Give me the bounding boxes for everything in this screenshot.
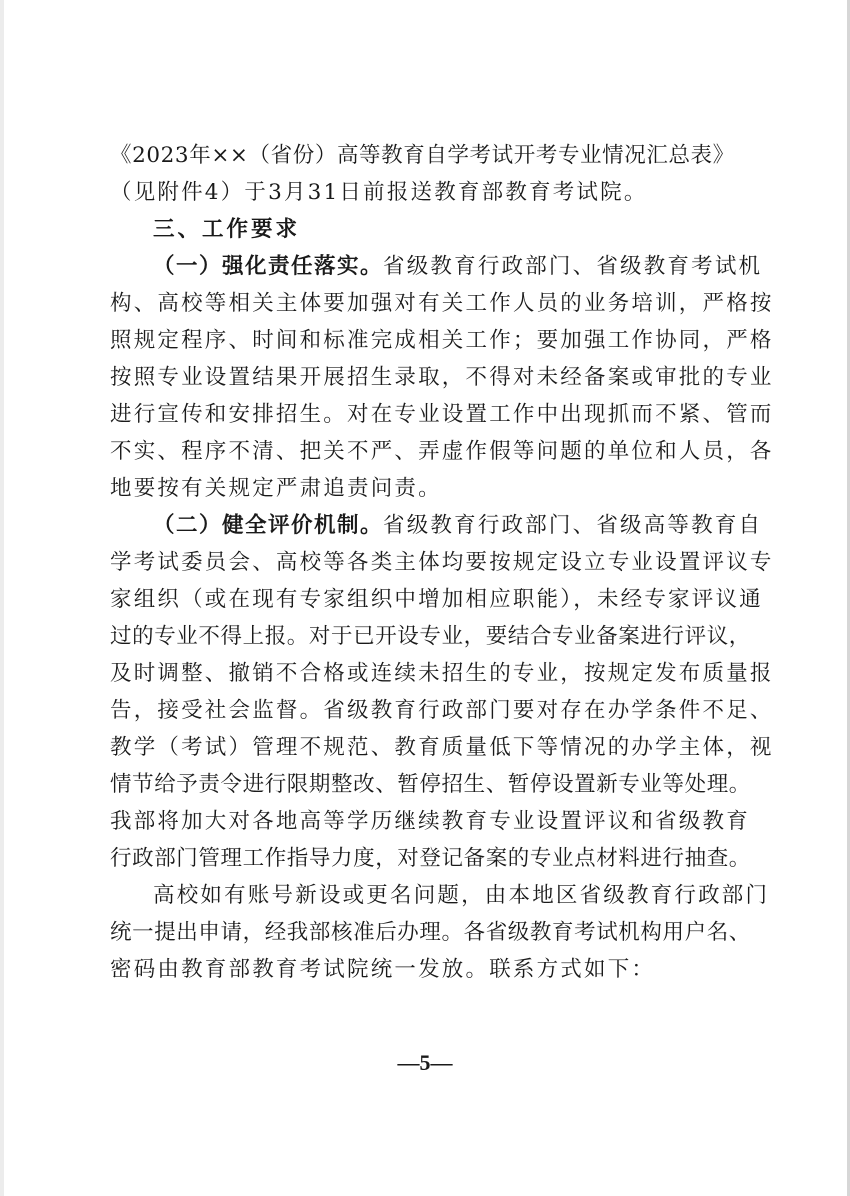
- text-line: 不实、程序不清、把关不严、弄虚作假等问题的单位和人员，各: [110, 439, 774, 464]
- text-line: 家组织（或在现有专家组织中增加相应职能），未经专家评议通: [110, 587, 763, 612]
- text-line: 密码由教育部教育考试院统一发放。联系方式如下：: [110, 957, 656, 982]
- text-line: 及时调整、撤销不合格或连续未招生的专业，按规定发布质量报: [110, 661, 774, 686]
- item1-first-line: [110, 248, 763, 285]
- page-number: —5—: [397, 1050, 453, 1075]
- text-line: 高校如有账号新设或更名问题，由本地区省级教育行政部门: [153, 883, 770, 908]
- text-line: 按照专业设置结果开展招生录取，不得对未经备案或审批的专业: [110, 365, 774, 390]
- item1-label: （一）强化责任落实。: [153, 254, 384, 279]
- document-page: [110, 137, 774, 988]
- text-line: 构、高校等相关主体要加强对有关工作人员的业务培训，严格按: [110, 291, 774, 316]
- text-line: 我部将加大对各地高等学历继续教育专业设置评议和省级教育: [110, 809, 750, 834]
- text-line: 统一提出申请，经我部核准后办理。各省级教育考试机构用户名、: [110, 920, 751, 945]
- text-line: （见附件4）于3月31日前报送教育部教育考试院。: [110, 180, 648, 205]
- item2-label: （二）健全评价机制。: [153, 513, 384, 538]
- text-line: 照规定程序、时间和标准完成相关工作；要加强工作协同，严格: [110, 328, 774, 353]
- page-edge-left: [0, 0, 4, 1196]
- text-span: 省级教育行政部门、省级高等教育自: [383, 513, 763, 538]
- text-line: 学考试委员会、高校等各类主体均要按规定设立专业设置评议专: [110, 550, 774, 575]
- text-line: 告，接受社会监督。省级教育行政部门要对存在办学条件不足、: [110, 698, 774, 723]
- item2-first-line: [110, 507, 763, 544]
- text-line: 过的专业不得上报。对于已开设专业，要结合专业备案进行评议，: [110, 624, 751, 649]
- text-line: 《2023年××（省份）高等教育自学考试开考专业情况汇总表》: [110, 143, 735, 168]
- text-line: 教学（考试）管理不规范、教育质量低下等情况的办学主体，视: [110, 735, 774, 760]
- text-line: 地要按有关规定严肃追责问责。: [110, 476, 442, 501]
- text-line: 进行宣传和安排招生。对在专业设置工作中出现抓而不紧、管而: [110, 402, 774, 427]
- section-heading: 三、工作要求: [153, 217, 301, 242]
- text-line: 情节给予责令进行限期整改、暂停招生、暂停设置新专业等处理。: [110, 772, 751, 797]
- text-line: 行政部门管理工作指导力度，对登记备案的专业点材料进行抽查。: [110, 846, 751, 871]
- text-span: 省级教育行政部门、省级教育考试机: [383, 254, 763, 279]
